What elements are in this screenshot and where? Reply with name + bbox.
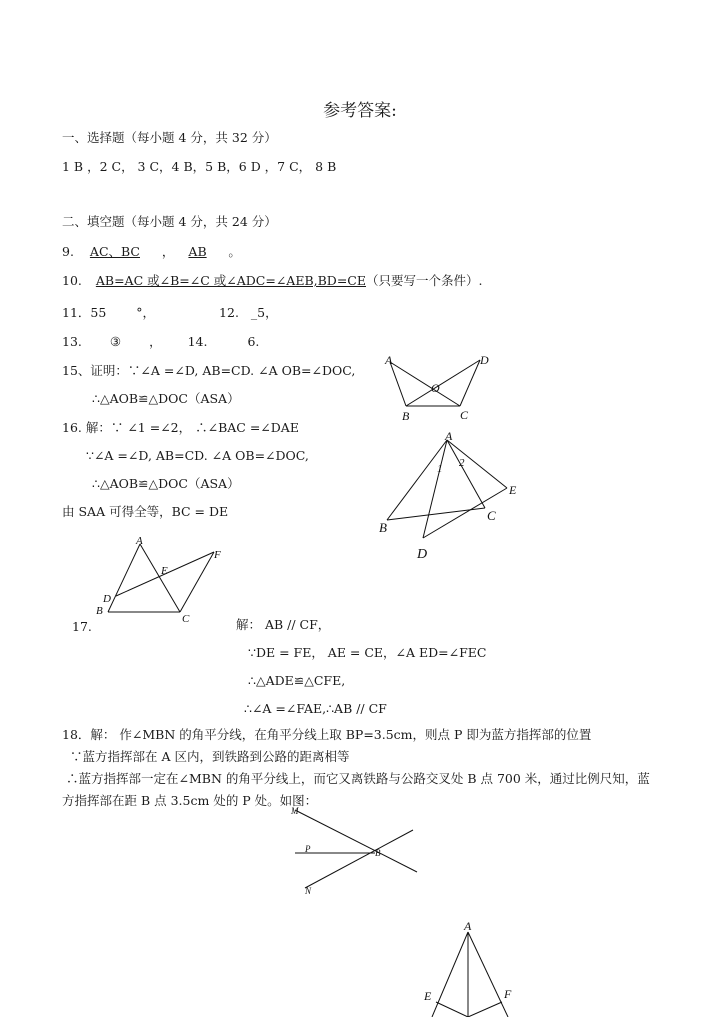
fig16-label-2: 2 [459,457,465,469]
q13-number: 13. [62,334,82,349]
q11-unit: °， [136,305,156,320]
fig19-side-left [432,932,468,1017]
q16-line2: ∵∠A =∠D, AB=CD. ∠A OB=∠DOC, [86,448,309,463]
q17-line2: ∵DE = FE， AE = CE，∠A ED=∠FEC [248,645,487,660]
fig17-label-b: B [96,605,103,617]
fig17-label-d: D [103,593,111,605]
fig15-segment-cd [460,360,480,406]
figure-q19 [420,918,530,1017]
fig17-label-e: E [161,565,168,577]
fig18-line-n [305,830,413,888]
fig16-label-1: 1 [437,463,443,475]
fig18-line-m [295,810,417,872]
fig19-label-a: A [464,919,472,933]
q17-line4: ∴∠A =∠FAE,∴AB // CF [244,701,387,716]
q16-line4: 由 SAA 可得全等，BC = DE [62,504,229,519]
fig18-label-p: P [305,844,311,854]
fig19-side-right [468,932,508,1017]
q15-line1 [62,363,355,379]
fig16-segment-ab [387,440,447,520]
fig16-segment-ae [447,440,507,488]
fig16-label-b: B [379,520,387,535]
q13-sep: ， [149,334,162,349]
q9-sep: ， [161,244,175,259]
q18-line1: 18．解： 作∠MBN 的角平分线，在角平分线上取 BP=3.5cm，则点 P 即为蓝方指挥部的位置 [62,727,592,742]
q18-line2: ∵蓝方指挥部在 A 区内，到铁路到公路的距离相等 [70,749,350,764]
fig17-segment-cf [180,552,214,612]
figure-q18 [285,800,425,900]
q16-line3: ∴△AOB≌△DOC（ASA） [92,476,240,491]
q15-label: 15、证明： [62,363,128,378]
q9-answer2: AB [188,244,207,259]
q17-line1: 解： AB // CF， [236,617,331,632]
q10-number: 10. [62,273,82,288]
fig15-label-d: D [480,353,489,367]
fig19-label-f: F [504,987,512,1001]
q14-answer: 6. [247,334,260,349]
page-title: 参考答案: [323,101,397,121]
fig19-label-e: E [424,989,432,1003]
fig19-segment-f [468,1002,502,1017]
q9-line [62,244,241,260]
figure-q16 [375,430,535,565]
fig17-label-f: F [214,549,221,561]
fig17-label-a: A [136,535,143,547]
q9-number: 9. [62,244,74,259]
fig18-label-n: N [305,886,312,896]
q13-line [62,334,259,350]
fig18-label-b: B [375,848,381,858]
q17-line3: ∴△ADE≌△CFE, [248,673,346,688]
q11-line [62,305,278,321]
fig17-segment-ab [108,544,140,612]
fig16-label-d: D [417,547,428,562]
q10-note: （只要写一个条件）. [366,273,483,288]
q12-answer: _5， [250,305,278,320]
fig15-label-a: A [385,353,393,367]
q15-given: ∵∠A =∠D, AB=CD. ∠A OB=∠DOC, [127,363,356,378]
section1-answers: 1 B ，2 C， 3 C，4 B，5 B，6 D ，7 C， 8 B [62,159,337,174]
fig19-segment-e [436,1002,468,1017]
fig15-segment-ac [390,362,460,406]
fig17-segment-ac [140,544,180,612]
fig16-segment-ac [447,440,485,508]
q15-line2: ∴△AOB≌△DOC（ASA） [92,391,240,406]
q14-number: 14. [187,334,208,349]
q9-answer1: AC、BC [89,244,140,259]
fig15-label-b: B [402,409,410,423]
section1-heading: 一、选择题（每小题 4 分，共 32 分） [62,130,277,145]
q12-number: 12. [219,305,239,320]
fig16-label-e: E [509,483,517,497]
q10-line [62,273,482,289]
q11-answer: 11．55 [62,305,107,320]
fig15-label-o: O [431,381,440,395]
q18-line4: 方指挥部在距 B 点 3.5cm 处的 P 处。如图： [62,793,318,808]
fig15-segment-ab [390,362,406,406]
q17-number: 17. [72,619,92,634]
fig16-segment-ad [423,440,447,538]
fig15-segment-db [406,360,480,406]
fig18-label-m: M [291,806,299,816]
figure-q15 [380,350,500,425]
section2-heading: 二、填空题（每小题 4 分，共 24 分） [62,214,277,229]
fig16-label-c: C [487,508,496,523]
q9-end: 。 [228,244,241,259]
fig15-label-c: C [460,408,469,422]
q10-answer: AB=AC 或∠B=∠C 或∠ADC=∠AEB,BD=CE [95,273,366,288]
q13-answer: ③ [109,334,122,349]
fig16-label-a: A [445,429,453,443]
q16-line1: 16. 解：∵ ∠1 =∠2， ∴∠BAC =∠DAE [62,420,299,435]
fig17-label-c: C [182,613,190,625]
figure-q17 [90,530,240,625]
q18-line3: ∴蓝方指挥部一定在∠MBN 的角平分线上，而它又离铁路与公路交叉处 B 点 700 米，通过比例尺知，蓝 [66,771,650,786]
